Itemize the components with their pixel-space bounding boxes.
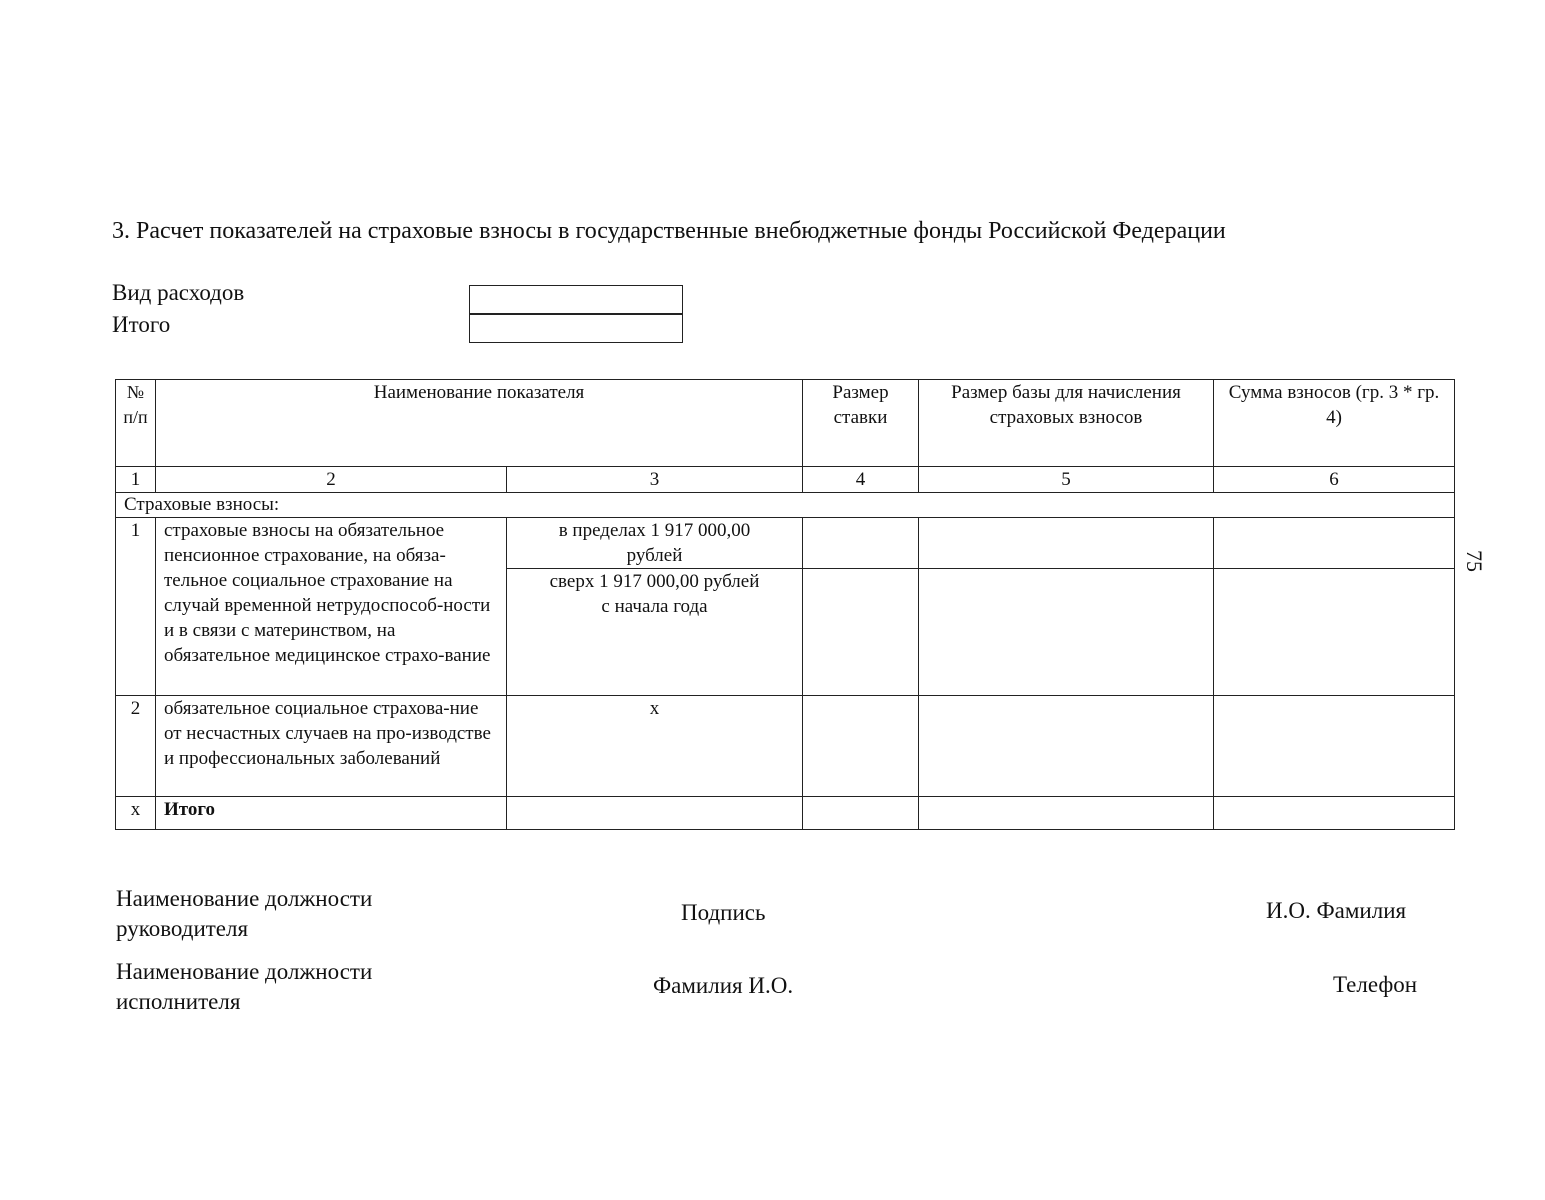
rate-cell[interactable]: [803, 518, 919, 569]
expense-type-field[interactable]: [469, 285, 683, 314]
col-number: 6: [1214, 467, 1455, 493]
table-header-row: [116, 380, 1455, 467]
base-cell[interactable]: [919, 797, 1214, 830]
base-cell[interactable]: [919, 696, 1214, 797]
section-row: [116, 493, 1455, 518]
total-row: [116, 797, 1455, 830]
row-sub-above: сверх 1 917 000,00 рублей с начала года: [507, 569, 803, 696]
executor-position: Наименование должности исполнителя: [116, 959, 373, 1014]
sum-cell[interactable]: [1214, 518, 1455, 569]
row-num: 2: [116, 696, 156, 797]
executor-name: Фамилия И.О.: [653, 973, 794, 998]
col-number: 5: [919, 467, 1214, 493]
col-number: 4: [803, 467, 919, 493]
page-title: 3. Расчет показателей на страховые взносы в государственные внебюджетные фонды Российской Федерации: [112, 218, 1226, 244]
head-name: И.О. Фамилия: [1266, 898, 1407, 923]
header-base: Размер базы для начисления страховых взносов: [919, 380, 1214, 467]
col-number: 1: [116, 467, 156, 493]
executor-phone: Телефон: [1333, 972, 1418, 997]
col-number: 2: [156, 467, 507, 493]
row-sub: х: [507, 696, 803, 797]
table-row: [116, 696, 1455, 797]
header-num: № п/п: [116, 380, 156, 467]
base-cell[interactable]: [919, 569, 1214, 696]
row-name: страховые взносы на обязательное пенсионное страхование, на обяза-тельное социальное страхование на случай временной нетрудоспособ-ности и в связи с материнством, на обязательное медицинское страхо-вание: [156, 518, 507, 696]
head-position: Наименование должности руководителя: [116, 886, 373, 941]
table-row: [116, 518, 1455, 569]
sum-cell[interactable]: [1214, 696, 1455, 797]
total-field[interactable]: [469, 314, 683, 343]
col-number: 3: [507, 467, 803, 493]
page-number: 75: [1462, 550, 1487, 572]
header-name: Наименование показателя: [156, 380, 803, 467]
column-numbers-row: [116, 467, 1455, 493]
section-label: Страховые взносы:: [116, 493, 1455, 518]
row-num: 1: [116, 518, 156, 696]
header-sum: Сумма взносов (гр. 3 * гр. 4): [1214, 380, 1455, 467]
contributions-table: [115, 379, 1455, 830]
rate-cell[interactable]: [803, 696, 919, 797]
sum-cell[interactable]: [1214, 569, 1455, 696]
row-name: обязательное социальное страхова-ние от несчастных случаев на про-изводстве и профессиональных заболеваний: [156, 696, 507, 797]
base-cell[interactable]: [919, 518, 1214, 569]
sub-cell[interactable]: [507, 797, 803, 830]
row-name: Итого: [156, 797, 507, 830]
total-label: Итого: [112, 312, 171, 337]
sum-cell[interactable]: [1214, 797, 1455, 830]
row-sub-within: в пределах 1 917 000,00 рублей: [507, 518, 803, 569]
expense-type-label: Вид расходов: [112, 280, 245, 305]
rate-cell[interactable]: [803, 797, 919, 830]
row-num: х: [116, 797, 156, 830]
head-signature: Подпись: [681, 900, 766, 925]
rate-cell[interactable]: [803, 569, 919, 696]
header-rate: Размер ставки: [803, 380, 919, 467]
